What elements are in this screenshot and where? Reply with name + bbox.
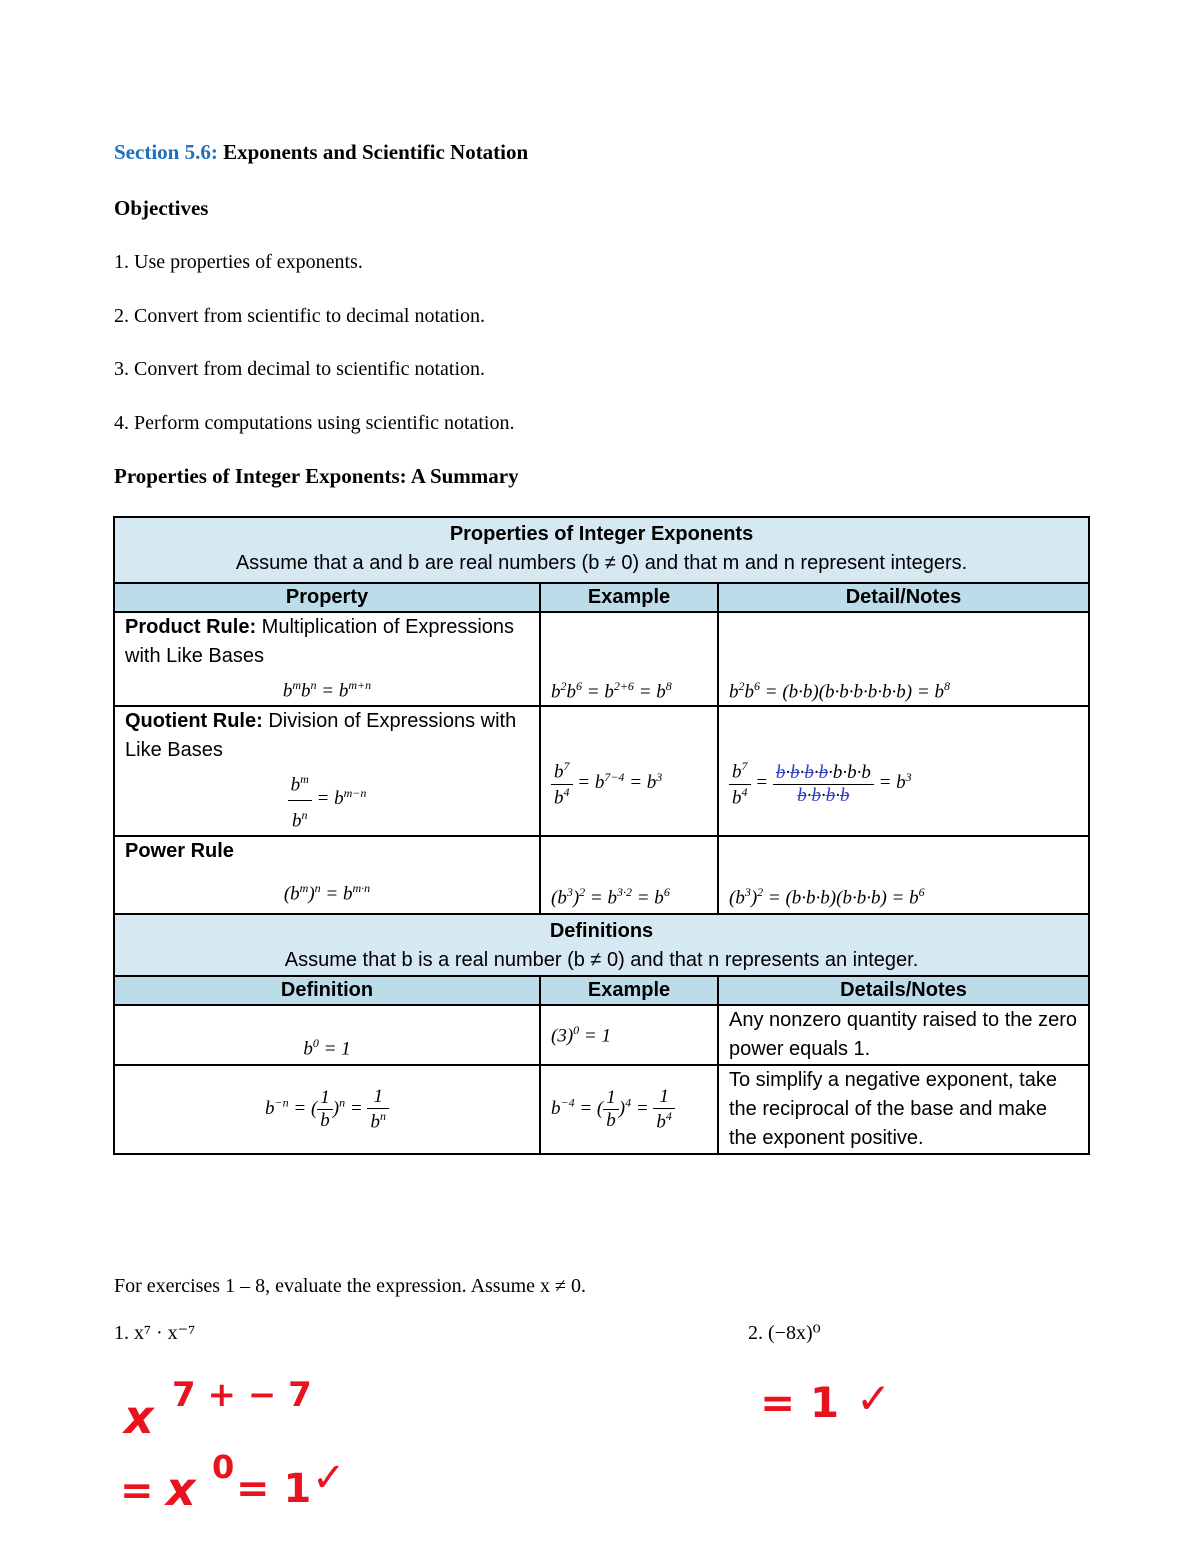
quotient-rule-name: Quotient Rule: <box>125 710 263 733</box>
exercise-2-prompt: 2. (−8x)⁰ <box>748 1322 821 1344</box>
definitions-assumption: Assume that b is a real number (b ≠ 0) and that n represents an integer. <box>284 948 919 971</box>
power-rule-name: Power Rule <box>125 839 234 862</box>
quotient-rule-example: $\frac{b^7}{b^4}$ = $b^{7-4} = b^3$ <box>540 706 718 836</box>
properties-assumption: Assume that a and b are real numbers (b ≠ 0) and that m and n represent integers. <box>235 552 968 574</box>
check-mark-icon: ✓ <box>312 1455 346 1501</box>
power-rule-detail: $(b^3)^2 = (b\cdot b\cdot b)(b\cdot b\cdot b) = b^6$ <box>718 836 1089 914</box>
objective-item: 2. Convert from scientific to decimal notation. <box>114 305 486 327</box>
handwritten-equals-one: = 1 <box>236 1466 312 1512</box>
negative-exponent-example: $b^{-4}$ = ( $\frac{1}{b}$ )$^4$ = $\frac{1}{b^4}$ <box>540 1065 718 1154</box>
power-rule-example: $(b^3)^2 = b^{3\cdot 2} = b^6$ <box>540 836 718 914</box>
handwritten-x-2: x <box>166 1462 196 1516</box>
product-rule-name: Product Rule: <box>125 616 257 638</box>
handwritten-answer-2: = 1 <box>760 1378 840 1427</box>
column-header-detail: Detail/Notes <box>718 583 1089 612</box>
objectives-heading: Objectives <box>114 196 209 220</box>
quotient-rule-cell <box>114 706 540 836</box>
section-title <box>114 140 528 165</box>
column-header-example-2: Example <box>540 976 718 1005</box>
objective-item: 1. Use properties of exponents. <box>114 251 363 273</box>
column-header-definition: Definition <box>114 976 540 1005</box>
product-rule-formula: $b^mb^n = b^{m+n}$ <box>282 678 372 702</box>
handwritten-x-1: x <box>124 1390 154 1444</box>
handwritten-equals-1: = <box>120 1468 154 1514</box>
power-rule-cell <box>114 836 540 914</box>
column-header-details: Details/Notes <box>718 976 1089 1005</box>
quotient-rule-formula: $\frac{b^m}{b^n}$ = $b^{m-n}$ <box>125 765 529 835</box>
definitions-title: Definitions <box>549 919 654 942</box>
negative-exponent-note: To simplify a negative exponent, take the reciprocal of the base and make the exponent positive. <box>718 1065 1089 1154</box>
zero-exponent-definition: $b^0 = 1$ <box>114 1005 540 1065</box>
product-rule-detail: $b^2b^6 = (b\cdot b)(b\cdot b\cdot b\cdot b\cdot b\cdot b) = b^8$ <box>718 612 1089 706</box>
properties-header <box>114 517 1089 583</box>
power-rule-formula: $(b^m)^n = b^{m\cdot n}$ <box>283 880 371 905</box>
summary-heading: Properties of Integer Exponents: A Summary <box>114 464 519 488</box>
exercise-1-prompt: 1. x⁷ · x⁻⁷ <box>114 1322 196 1344</box>
objective-item: 4. Perform computations using scientific notation. <box>114 412 515 434</box>
check-mark-icon: ✓ <box>856 1374 892 1423</box>
negative-exponent-definition: $b^{-n}$ = ( $\frac{1}{b}$ )$^n$ = $\frac{1}{b^n}$ <box>114 1065 540 1154</box>
section-label: Section 5.6: <box>114 140 218 164</box>
zero-exponent-example: $(3)^0 = 1$ <box>540 1005 718 1065</box>
handwritten-exponent-sum: 7 + − 7 <box>172 1375 312 1415</box>
column-header-property: Property <box>114 583 540 612</box>
properties-title: Properties of Integer Exponents <box>449 523 754 545</box>
properties-table <box>113 516 1090 1155</box>
column-header-example: Example <box>540 583 718 612</box>
zero-exponent-note: Any nonzero quantity raised to the zero power equals 1. <box>718 1005 1089 1065</box>
handwritten-exponent-zero: 0 <box>212 1448 235 1486</box>
definitions-header <box>114 914 1089 976</box>
objective-item: 3. Convert from decimal to scientific notation. <box>114 358 486 380</box>
quotient-rule-detail: $\frac{b^7}{b^4}$ = $\frac{b\cdot b\cdot b\cdot b\cdot b\cdot b\cdot b}{b\cdot b\cdot b\cdot b}$ = $b^3$ <box>718 706 1089 836</box>
exercise-instructions: For exercises 1 – 8, evaluate the expression. Assume x ≠ 0. <box>114 1275 586 1297</box>
product-rule-cell <box>114 612 540 706</box>
quotient-rule-description: Division of Expressions with Like Bases <box>125 710 517 762</box>
product-rule-description: Multiplication of Expressions with Like Bases <box>125 616 515 667</box>
section-title-text: Exponents and Scientific Notation <box>223 140 529 164</box>
product-rule-example: $b^2b^6 = b^{2+6} = b^8$ <box>540 612 718 706</box>
